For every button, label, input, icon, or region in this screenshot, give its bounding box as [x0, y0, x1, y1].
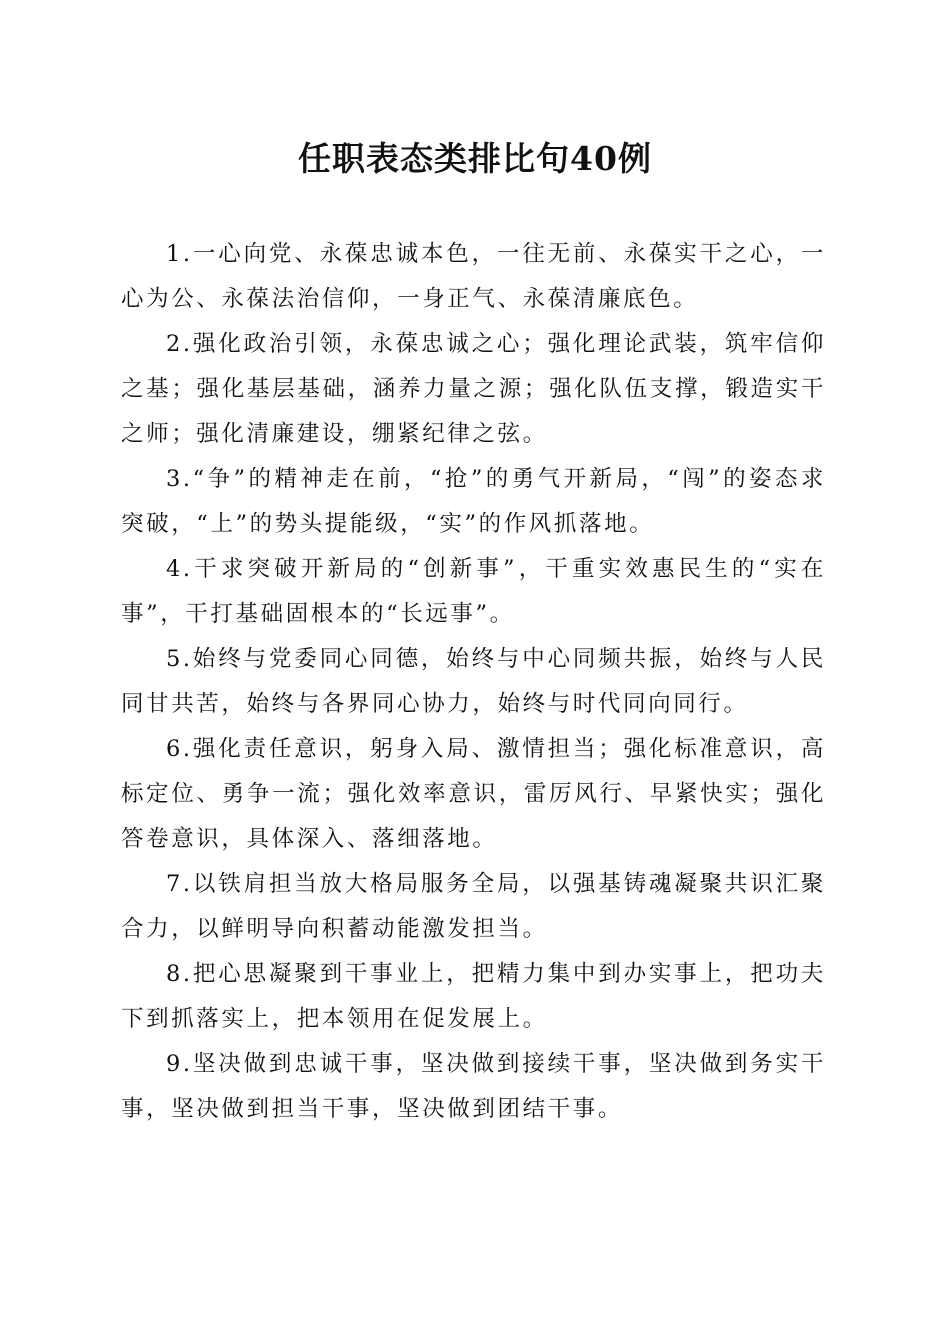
document-body — [121, 232, 826, 1132]
paragraph-4: 4.干求突破开新局的“创新事”，干重实效惠民生的“实在事”，干打基础固根本的“长远事”。 — [121, 556, 826, 627]
paragraph-2: 2.强化政治引领，永葆忠诚之心；强化理论武装，筑牢信仰之基；强化基层基础，涵养力量之源；强化队伍支撑，锻造实干之师；强化清廉建设，绷紧纪律之弦。 — [121, 331, 826, 447]
paragraph-1: 1.一心向党、永葆忠诚本色，一往无前、永葆实干之心，一心为公、永葆法治信仰，一身正气、永葆清廉底色。 — [121, 241, 826, 312]
paragraph-9: 9.坚决做到忠诚干事，坚决做到接续干事，坚决做到务实干事，坚决做到担当干事，坚决做到团结干事。 — [121, 1051, 826, 1122]
document-title: 任职表态类排比句40例 — [298, 139, 652, 178]
paragraph-7: 7.以铁肩担当放大格局服务全局，以强基铸魂凝聚共识汇聚合力，以鲜明导向积蓄动能激发担当。 — [121, 871, 826, 942]
paragraph-6: 6.强化责任意识，躬身入局、激情担当；强化标准意识，高标定位、勇争一流；强化效率意识，雷厉风行、早紧快实；强化答卷意识，具体深入、落细落地。 — [121, 736, 826, 852]
paragraph-3: 3.“争”的精神走在前，“抢”的勇气开新局，“闯”的姿态求突破，“上”的势头提能级，“实”的作风抓落地。 — [121, 466, 826, 537]
paragraph-5: 5.始终与党委同心同德，始终与中心同频共振，始终与人民同甘共苦，始终与各界同心协力，始终与时代同向同行。 — [121, 646, 826, 717]
paragraph-8: 8.把心思凝聚到干事业上，把精力集中到办实事上，把功夫下到抓落实上，把本领用在促发展上。 — [121, 961, 826, 1032]
